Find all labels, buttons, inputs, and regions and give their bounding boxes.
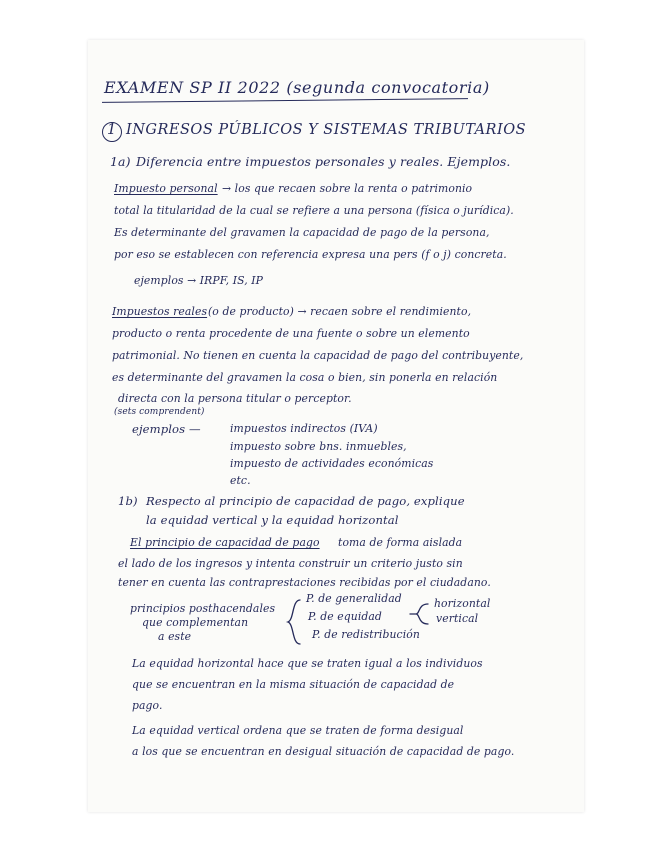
- q1b-question-line-2: la equidad vertical y la equidad horizontal: [146, 513, 399, 527]
- personal-tax-term: Impuesto personal: [114, 182, 218, 195]
- complementary-label-2: que complementan: [142, 616, 249, 629]
- personal-line-3: Es determinante del gravamen la capacidad de pago de la persona,: [114, 226, 490, 239]
- personal-line-4: por eso se establecen con referencia expresa una pers (f o j) concreta.: [114, 248, 507, 261]
- complementary-label-1: principios posthacendales: [130, 602, 276, 615]
- personal-line-2: total la titularidad de la cual se refiere a una persona (física o jurídica).: [114, 204, 514, 217]
- real-tax-term: Impuestos reales: [112, 305, 208, 318]
- principle-line-3: tener en cuenta las contraprestaciones recibidas por el ciudadano.: [118, 576, 491, 589]
- principles-brace: [284, 598, 304, 648]
- real-note: (sets comprendent): [114, 407, 205, 417]
- vertical-line-2: a los que se encuentran en desigual situación de capacidad de pago.: [132, 745, 515, 758]
- exam-sheet: [88, 40, 584, 812]
- q1b-label: 1b): [118, 494, 138, 508]
- personal-line-1: → los que recaen sobre la renta o patrimonio: [222, 182, 473, 195]
- q1a-label: 1a): [110, 154, 131, 169]
- section-number: 1: [107, 122, 117, 138]
- q1b-question-line-1: Respecto al principio de capacidad de pago, explique: [146, 494, 465, 508]
- complementary-label-3: a este: [158, 630, 192, 643]
- principle-generalidad: P. de generalidad: [306, 592, 402, 605]
- principle-term: El principio de capacidad de pago: [130, 536, 320, 549]
- q1a-question: Diferencia entre impuestos personales y reales. Ejemplos.: [136, 154, 511, 169]
- real-line-4: es determinante del gravamen la cosa o bien, sin ponerla en relación: [112, 371, 498, 384]
- vertical-line-1: La equidad vertical ordena que se traten de forma desigual: [132, 724, 464, 737]
- real-example-1: impuestos indirectos (IVA): [230, 422, 378, 435]
- principle-redistribucion: P. de redistribución: [312, 628, 420, 641]
- principle-equidad: P. de equidad: [308, 610, 382, 623]
- real-example-2: impuesto sobre bns. inmuebles,: [230, 440, 407, 453]
- real-line-2: producto o renta procedente de una fuente o sobre un elemento: [112, 327, 470, 340]
- equity-brace: [408, 602, 432, 628]
- personal-examples: ejemplos → IRPF, IS, IP: [134, 274, 263, 287]
- exam-title: EXAMEN SP II 2022 (segunda convocatoria): [104, 78, 490, 97]
- real-line-5: directa con la persona titular o perceptor.: [118, 392, 352, 405]
- real-line-3: patrimonial. No tienen en cuenta la capacidad de pago del contribuyente,: [112, 349, 524, 362]
- real-example-3: impuesto de actividades económicas: [230, 457, 434, 470]
- principle-line-2: el lado de los ingresos y intenta construir un criterio justo sin: [118, 557, 463, 570]
- horizontal-line-2: que se encuentran en la misma situación de capacidad de: [132, 678, 455, 691]
- equity-horizontal: horizontal: [434, 597, 491, 610]
- horizontal-line-3: pago.: [132, 699, 163, 712]
- principle-line-1: toma de forma aislada: [338, 536, 463, 549]
- section-heading: INGRESOS PÚBLICOS Y SISTEMAS TRIBUTARIOS: [126, 122, 527, 138]
- real-examples-label: ejemplos —: [132, 422, 201, 436]
- equity-vertical: vertical: [436, 612, 479, 625]
- real-line-1: (o de producto) → recaen sobre el rendimiento,: [208, 305, 472, 318]
- real-example-4: etc.: [230, 474, 251, 487]
- title-underline: [102, 98, 468, 103]
- horizontal-line-1: La equidad horizontal hace que se traten igual a los individuos: [132, 657, 483, 670]
